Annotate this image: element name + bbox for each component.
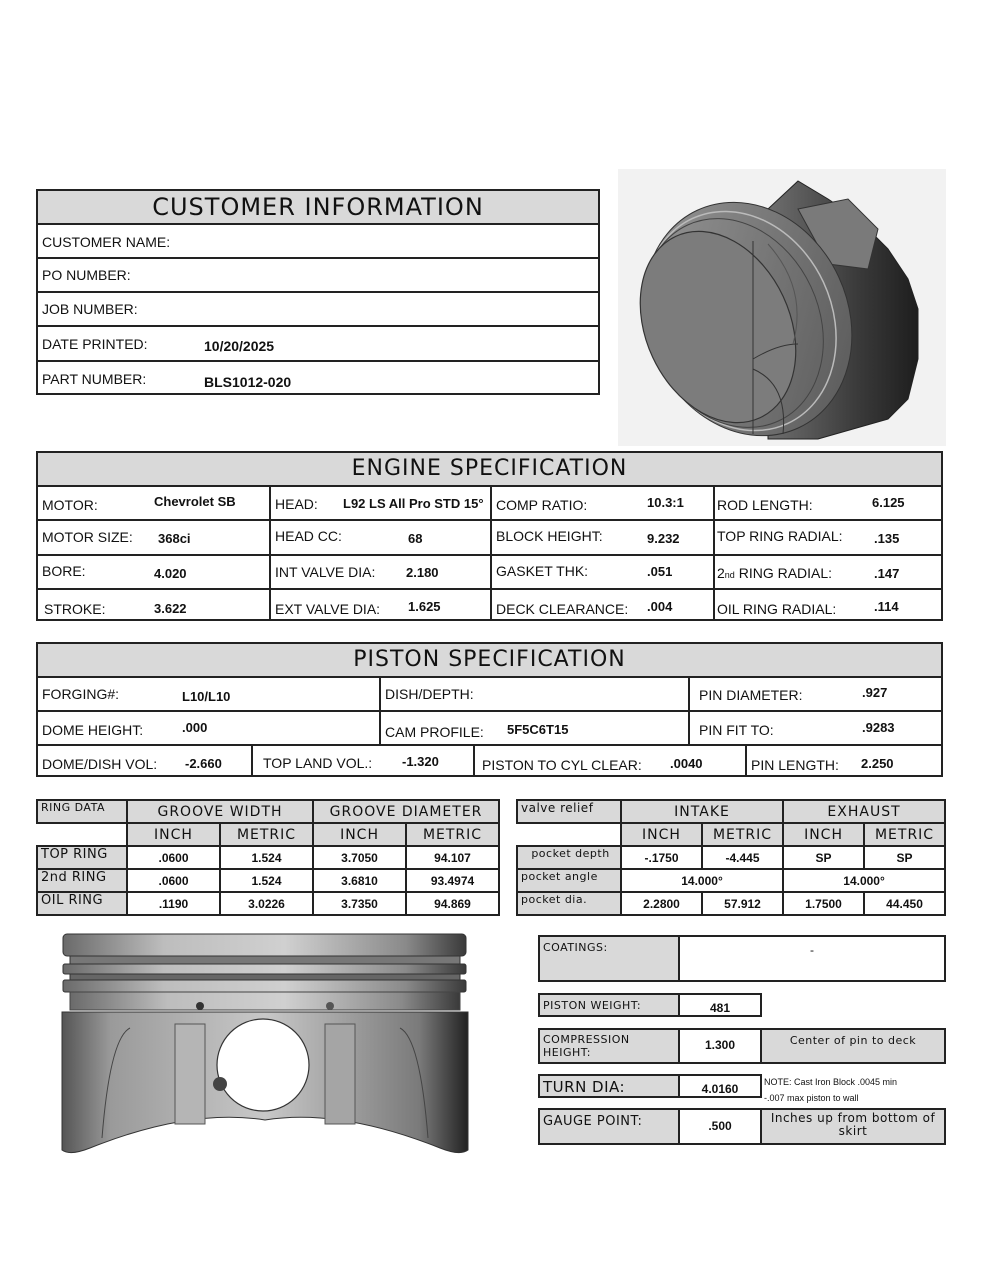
forging-label: FORGING#:	[42, 686, 120, 702]
ring-cell: .1190	[127, 892, 220, 915]
exhaust-metric-header: METRIC	[864, 823, 945, 846]
exhaust-header: EXHAUST	[783, 800, 945, 823]
dome-height-value: .000	[182, 720, 208, 735]
motor-value: Chevrolet SB	[154, 494, 236, 509]
date-printed-value: 10/20/2025	[204, 338, 275, 354]
gasket-thk-value: .051	[647, 564, 673, 579]
cam-profile-label: CAM PROFILE:	[385, 724, 484, 740]
valve-cell: -4.445	[702, 846, 783, 869]
pin-diameter-label: PIN DIAMETER:	[699, 687, 803, 703]
turn-dia-note-line2: -.007 max piston to wall	[764, 1093, 859, 1103]
valve-cell: SP	[783, 846, 864, 869]
intake-header: INTAKE	[621, 800, 783, 823]
bore-label: BORE:	[42, 563, 86, 579]
intake-inch-header: INCH	[621, 823, 702, 846]
int-valve-dia-label: INT VALVE DIA:	[275, 564, 376, 580]
customer-info-title: CUSTOMER INFORMATION	[38, 191, 598, 225]
rod-length-value: 6.125	[872, 495, 905, 510]
oil-ring-radial-value: .114	[874, 599, 899, 614]
head-value: L92 LS All Pro STD 15°	[343, 496, 484, 511]
valve-cell: SP	[864, 846, 945, 869]
ring-cell: 93.4974	[406, 869, 499, 892]
dome-dish-vol-label: DOME/DISH VOL:	[42, 756, 158, 772]
ring-cell: 94.107	[406, 846, 499, 869]
second-ring-radial-value: .147	[874, 566, 900, 581]
ring-cell: 3.6810	[313, 869, 406, 892]
piston-weight-value: 481	[678, 993, 762, 1017]
dome-dish-vol-value: -2.660	[185, 756, 222, 771]
cam-profile-value: 5F5C6T15	[507, 722, 569, 737]
part-number-label: PART NUMBER:	[42, 371, 147, 387]
pocket-angle-row	[517, 869, 945, 892]
pocket-angle-label: pocket angle	[517, 869, 621, 892]
top-ring-radial-label: TOP RING RADIAL:	[717, 528, 843, 544]
dish-depth-label: DISH/DEPTH:	[385, 686, 474, 702]
second-ring-radial-sup: nd	[724, 570, 735, 580]
valve-cell: -.1750	[621, 846, 702, 869]
piston-isometric-image	[618, 169, 946, 446]
pocket-depth-row	[517, 846, 945, 869]
ring-row-second	[37, 869, 499, 892]
second-ring-radial-label	[717, 565, 832, 581]
block-height-label: BLOCK HEIGHT:	[496, 528, 603, 544]
valve-cell: 57.912	[702, 892, 783, 915]
pin-length-value: 2.250	[861, 756, 894, 771]
rod-length-label: ROD LENGTH:	[717, 497, 813, 513]
gasket-thk-label: GASKET THK:	[496, 563, 589, 579]
compression-height-label: COMPRESSION HEIGHT:	[538, 1028, 680, 1064]
pin-fit-value: .9283	[862, 720, 895, 735]
valve-relief-corner: valve relief	[517, 800, 621, 823]
motor-size-value: 368ci	[158, 531, 191, 546]
po-number-label: PO NUMBER:	[42, 267, 131, 283]
engine-spec-title: ENGINE SPECIFICATION	[38, 453, 941, 487]
forging-value: L10/L10	[182, 689, 231, 704]
gd-metric-header: METRIC	[406, 823, 499, 846]
piston-to-cyl-value: .0040	[670, 756, 703, 771]
compression-height-value: 1.300	[678, 1028, 762, 1064]
intake-metric-header: METRIC	[702, 823, 783, 846]
ring-data-blank	[37, 823, 127, 846]
second-ring-radial-prefix: 2	[717, 565, 725, 581]
pin-fit-label: PIN FIT TO:	[699, 722, 774, 738]
stroke-value: 3.622	[154, 601, 187, 616]
motor-size-label: MOTOR SIZE:	[42, 529, 133, 545]
groove-width-header: GROOVE WIDTH	[127, 800, 313, 823]
ring-cell: .0600	[127, 846, 220, 869]
piston-spec-panel	[36, 642, 943, 777]
pocket-dia-row	[517, 892, 945, 915]
pin-diameter-value: .927	[862, 685, 888, 700]
gauge-point-note: Inches up from bottom of skirt	[760, 1108, 946, 1145]
ring-cell: 3.0226	[220, 892, 313, 915]
block-height-value: 9.232	[647, 531, 680, 546]
turn-dia-value: 4.0160	[678, 1074, 762, 1098]
second-ring-radial-text: RING RADIAL:	[734, 565, 833, 581]
valve-cell: 44.450	[864, 892, 945, 915]
turn-dia-label: TURN DIA:	[538, 1074, 680, 1098]
ring-data-table	[36, 799, 500, 916]
head-cc-value: 68	[408, 531, 423, 546]
engine-spec-panel	[36, 451, 943, 621]
valve-cell: 1.7500	[783, 892, 864, 915]
head-label: HEAD:	[275, 496, 318, 512]
ring-data-corner: RING DATA	[37, 800, 127, 823]
gw-inch-header: INCH	[127, 823, 220, 846]
ring-row-label: 2nd RING	[37, 869, 127, 892]
head-cc-label: HEAD CC:	[275, 528, 342, 544]
valve-relief-blank	[517, 823, 621, 846]
piston-iso-icon	[618, 169, 946, 446]
intake-angle-cell: 14.000°	[621, 869, 783, 892]
gd-inch-header: INCH	[313, 823, 406, 846]
ring-row-label: TOP RING	[37, 846, 127, 869]
ring-cell: 94.869	[406, 892, 499, 915]
stroke-label: STROKE:	[44, 601, 106, 617]
ring-row-top	[37, 846, 499, 869]
date-printed-label: DATE PRINTED:	[42, 336, 148, 352]
piston-side-icon	[40, 928, 480, 1160]
int-valve-dia-value: 2.180	[406, 565, 439, 580]
deck-clearance-label: DECK CLEARANCE:	[496, 601, 629, 617]
gauge-point-value: .500	[678, 1108, 762, 1145]
compression-height-note: Center of pin to deck	[760, 1028, 946, 1064]
job-number-label: JOB NUMBER:	[42, 301, 138, 317]
customer-name-label: CUSTOMER NAME:	[42, 234, 171, 250]
ring-cell: 1.524	[220, 869, 313, 892]
valve-cell: 2.2800	[621, 892, 702, 915]
ring-cell: 1.524	[220, 846, 313, 869]
turn-dia-note-line1: NOTE: Cast Iron Block .0045 min	[764, 1077, 898, 1087]
coatings-value: -	[678, 935, 946, 982]
ext-valve-dia-value: 1.625	[408, 599, 441, 614]
gw-metric-header: METRIC	[220, 823, 313, 846]
piston-side-image	[40, 928, 480, 1160]
groove-diameter-header: GROOVE DIAMETER	[313, 800, 499, 823]
comp-ratio-value: 10.3:1	[647, 495, 684, 510]
comp-ratio-label: COMP RATIO:	[496, 497, 588, 513]
customer-info-panel	[36, 189, 600, 395]
turn-dia-note	[764, 1074, 946, 1106]
exhaust-angle-cell: 14.000°	[783, 869, 945, 892]
oil-ring-radial-label: OIL RING RADIAL:	[717, 601, 837, 617]
coatings-label: COATINGS:	[538, 935, 680, 982]
ext-valve-dia-label: EXT VALVE DIA:	[275, 601, 381, 617]
ring-row-oil	[37, 892, 499, 915]
piston-spec-title: PISTON SPECIFICATION	[38, 644, 941, 678]
top-land-vol-label: TOP LAND VOL.:	[263, 755, 373, 771]
pocket-dia-label: pocket dia.	[517, 892, 621, 915]
pin-length-label: PIN LENGTH:	[751, 757, 839, 773]
ring-row-label: OIL RING	[37, 892, 127, 915]
part-number-value: BLS1012-020	[204, 374, 292, 390]
top-land-vol-value: -1.320	[402, 754, 439, 769]
bore-value: 4.020	[154, 566, 187, 581]
piston-to-cyl-label: PISTON TO CYL CLEAR:	[482, 757, 642, 773]
pocket-depth-label: pocket depth	[517, 846, 621, 869]
ring-cell: .0600	[127, 869, 220, 892]
motor-label: MOTOR:	[42, 497, 98, 513]
gauge-point-label: GAUGE POINT:	[538, 1108, 680, 1145]
ring-cell: 3.7050	[313, 846, 406, 869]
valve-relief-table	[516, 799, 946, 916]
exhaust-inch-header: INCH	[783, 823, 864, 846]
deck-clearance-value: .004	[647, 599, 673, 614]
dome-height-label: DOME HEIGHT:	[42, 722, 144, 738]
ring-cell: 3.7350	[313, 892, 406, 915]
piston-weight-label: PISTON WEIGHT:	[538, 993, 680, 1017]
top-ring-radial-value: .135	[874, 531, 900, 546]
